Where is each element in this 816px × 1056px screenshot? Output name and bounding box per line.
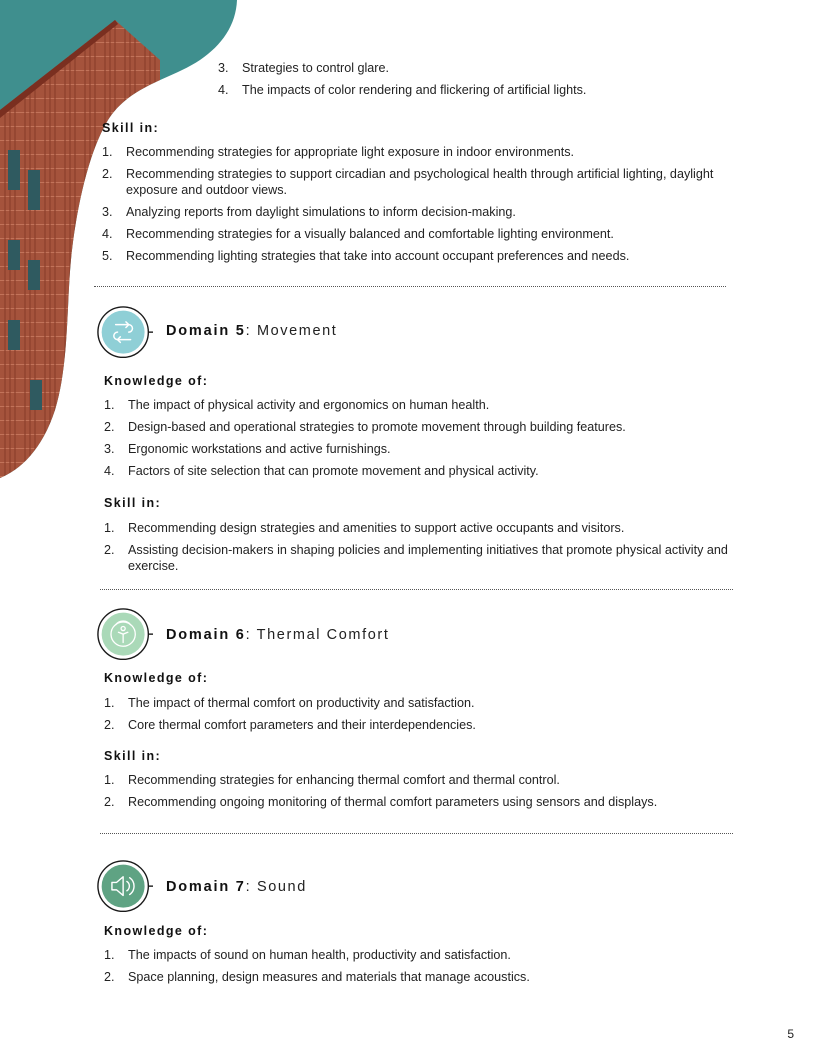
- lighting-skill-heading: Skill in:: [102, 121, 160, 135]
- domain7-knowledge-heading: Knowledge of:: [104, 924, 209, 938]
- domain6-title: Domain 6: Thermal Comfort: [166, 627, 390, 643]
- list-item: 2. Space planning, design measures and materials that manage acoustics.: [104, 970, 530, 984]
- list-item: 2. Assisting decision-makers in shaping policies and implementing initiatives that promote physical activity and exercise.: [104, 543, 728, 573]
- list-item: 5. Recommending lighting strategies that take into account occupant preferences and needs.: [102, 249, 630, 263]
- domain5-badge: [97, 306, 153, 362]
- domain7-title: Domain 7: Sound: [166, 879, 307, 895]
- section-divider: [100, 589, 733, 590]
- domain5-skill-heading: Skill in:: [104, 496, 162, 510]
- list-item: 4. Recommending strategies for a visually balanced and comfortable lighting environment.: [102, 227, 614, 241]
- list-item: 2. Recommending ongoing monitoring of thermal comfort parameters using sensors and displays.: [104, 795, 658, 809]
- list-item: 2. Core thermal comfort parameters and their interdependencies.: [104, 718, 476, 732]
- section-divider: [100, 833, 733, 834]
- domain5-knowledge-heading: Knowledge of:: [104, 374, 209, 388]
- domain6-knowledge-list: [104, 695, 764, 739]
- lighting-knowledge-list-continued: [218, 60, 778, 104]
- list-item: 3. Ergonomic workstations and active furnishings.: [104, 442, 391, 456]
- domain5-knowledge-list: [104, 397, 764, 485]
- list-item: 2. Recommending strategies to support circadian and psychological health through artificial lighting, daylight exposure and outdoor views.: [102, 167, 714, 197]
- domain7-knowledge-list: [104, 947, 764, 991]
- list-item: 3. Analyzing reports from daylight simulations to inform decision-making.: [102, 205, 516, 219]
- list-item: 1. Recommending strategies for appropriate light exposure in indoor environments.: [102, 145, 575, 159]
- domain5-badge-fill: [102, 311, 145, 354]
- section-divider: [94, 286, 726, 287]
- domain7-badge: [97, 860, 153, 916]
- domain6-skill-list: [104, 772, 764, 816]
- domain5-skill-list: [104, 520, 764, 580]
- page-number: 5: [787, 1027, 794, 1041]
- list-item: 4. The impacts of color rendering and flickering of artificial lights.: [218, 83, 587, 97]
- list-item: 2. Design-based and operational strategies to promote movement through building features.: [104, 420, 626, 434]
- list-item: 1. Recommending strategies for enhancing thermal comfort and thermal control.: [104, 773, 560, 787]
- list-item: 3. Strategies to control glare.: [218, 61, 390, 75]
- list-item: 4. Factors of site selection that can promote movement and physical activity.: [104, 464, 539, 478]
- list-item: 1. The impact of thermal comfort on productivity and satisfaction.: [104, 696, 475, 710]
- list-item: 1. The impacts of sound on human health, productivity and satisfaction.: [104, 948, 511, 962]
- domain6-skill-heading: Skill in:: [104, 749, 162, 763]
- domain6-knowledge-heading: Knowledge of:: [104, 671, 209, 685]
- list-item: 1. The impact of physical activity and ergonomics on human health.: [104, 398, 490, 412]
- domain6-badge: [97, 608, 153, 664]
- list-item: 1. Recommending design strategies and amenities to support active occupants and visitors.: [104, 521, 625, 535]
- lighting-skill-list: [102, 144, 742, 270]
- domain5-title: Domain 5: Movement: [166, 323, 338, 339]
